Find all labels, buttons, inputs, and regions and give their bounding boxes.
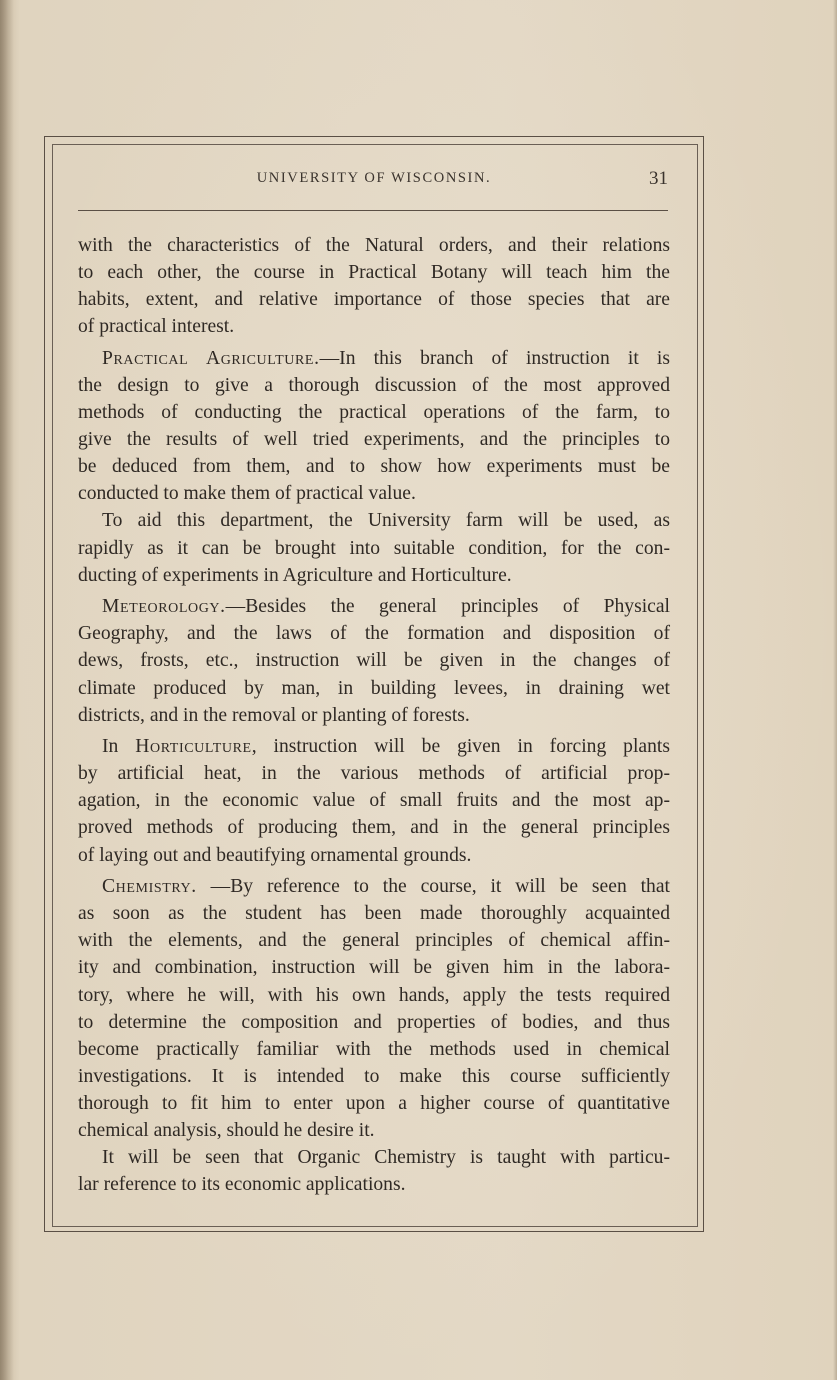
section-heading-agriculture: Practical Agriculture. <box>102 347 320 369</box>
text-line: climate produced by man, in building levees, in draining wet <box>78 677 670 699</box>
text-line: to determine the composition and properties of bodies, and thus <box>78 1011 670 1033</box>
spine-shadow <box>0 0 14 1380</box>
text-line: by artificial heat, in the various methods of artificial prop- <box>78 763 670 785</box>
paragraph-horticulture <box>78 733 670 868</box>
text-line: chemical analysis, should he desire it. <box>78 1120 375 1141</box>
text-line: become practically familiar with the methods used in chemical <box>78 1038 670 1060</box>
text-line: thorough to fit him to enter upon a higher course of quantitative <box>78 1092 670 1114</box>
text-line: Geography, and the laws of the formation and disposition of <box>78 623 670 645</box>
text-line: rapidly as it can be brought into suitable condition, for the con- <box>78 537 670 559</box>
section-heading-chemistry: Chemistry. <box>102 876 197 898</box>
body-text <box>78 232 670 1198</box>
paragraph-meteorology <box>78 593 670 728</box>
section-heading-meteorology: Meteorology. <box>102 596 226 618</box>
paragraph-practical-agriculture <box>78 345 670 508</box>
text-line: ity and combination, instruction will be given him in the labora- <box>78 957 670 979</box>
text-line: ducting of experiments in Agriculture and Horticulture. <box>78 564 512 586</box>
text-run: —Besides the general principles of Physical <box>225 596 670 618</box>
text-line: dews, frosts, etc., instruction will be given in the changes of <box>78 650 670 672</box>
text-line: It will be seen that Organic Chemistry is taught with particu- <box>102 1147 670 1169</box>
text-line: as soon as the student has been made thoroughly acquainted <box>78 903 670 925</box>
text-line: lar reference to its economic applications. <box>78 1174 406 1196</box>
text-line: investigations. It is intended to make this course sufficiently <box>78 1065 670 1087</box>
text-line <box>78 345 670 372</box>
text-line: of practical interest. <box>78 316 235 338</box>
text-line <box>78 593 670 620</box>
running-title: UNIVERSITY OF WISCONSIN. <box>256 170 492 186</box>
paragraph-botany-continued <box>78 232 670 340</box>
text-line: give the results of well tried experiments, and the principles to <box>78 429 670 451</box>
text-line: of laying out and beautifying ornamental grounds. <box>78 844 472 866</box>
paragraph-chemistry <box>78 873 670 1144</box>
text-line: proved methods of producing them, and in the general principles <box>78 817 670 839</box>
text-line: methods of conducting the practical operations of the farm, to <box>78 402 670 424</box>
paragraph-university-farm <box>78 507 670 588</box>
section-heading-horticulture: Horticulture <box>135 736 252 758</box>
page-edge <box>833 0 837 1380</box>
paragraph-organic-chemistry <box>78 1144 670 1198</box>
header-rule <box>78 210 668 211</box>
text-line: be deduced from them, and to show how experiments must be <box>78 456 670 478</box>
text-line: To aid this department, the University farm will be used, as <box>102 510 670 532</box>
text-line: conducted to make them of practical value. <box>78 483 416 505</box>
text-line: with the characteristics of the Natural orders, and their relations <box>78 235 670 256</box>
text-line <box>78 873 670 900</box>
text-line: to each other, the course in Practical Botany will teach him the <box>78 262 670 284</box>
text-line: habits, extent, and relative importance of those species that are <box>78 289 670 311</box>
text-line: tory, where he will, with his own hands, apply the tests required <box>78 984 670 1006</box>
running-head <box>78 168 670 196</box>
text-run: —By reference to the course, it will be seen that <box>196 876 670 898</box>
text-line <box>78 733 670 760</box>
text-run: —In this branch of instruction it is <box>319 347 670 369</box>
text-run: In <box>102 736 136 758</box>
text-line: agation, in the economic value of small fruits and the most ap- <box>78 790 670 812</box>
page-number: 31 <box>649 168 668 189</box>
text-run: , instruction will be given in forcing plants <box>251 736 670 758</box>
text-line: the design to give a thorough discussion of the most approved <box>78 374 670 396</box>
text-line: with the elements, and the general principles of chemical affin- <box>78 930 670 952</box>
text-line: districts, and in the removal or planting of forests. <box>78 704 470 726</box>
